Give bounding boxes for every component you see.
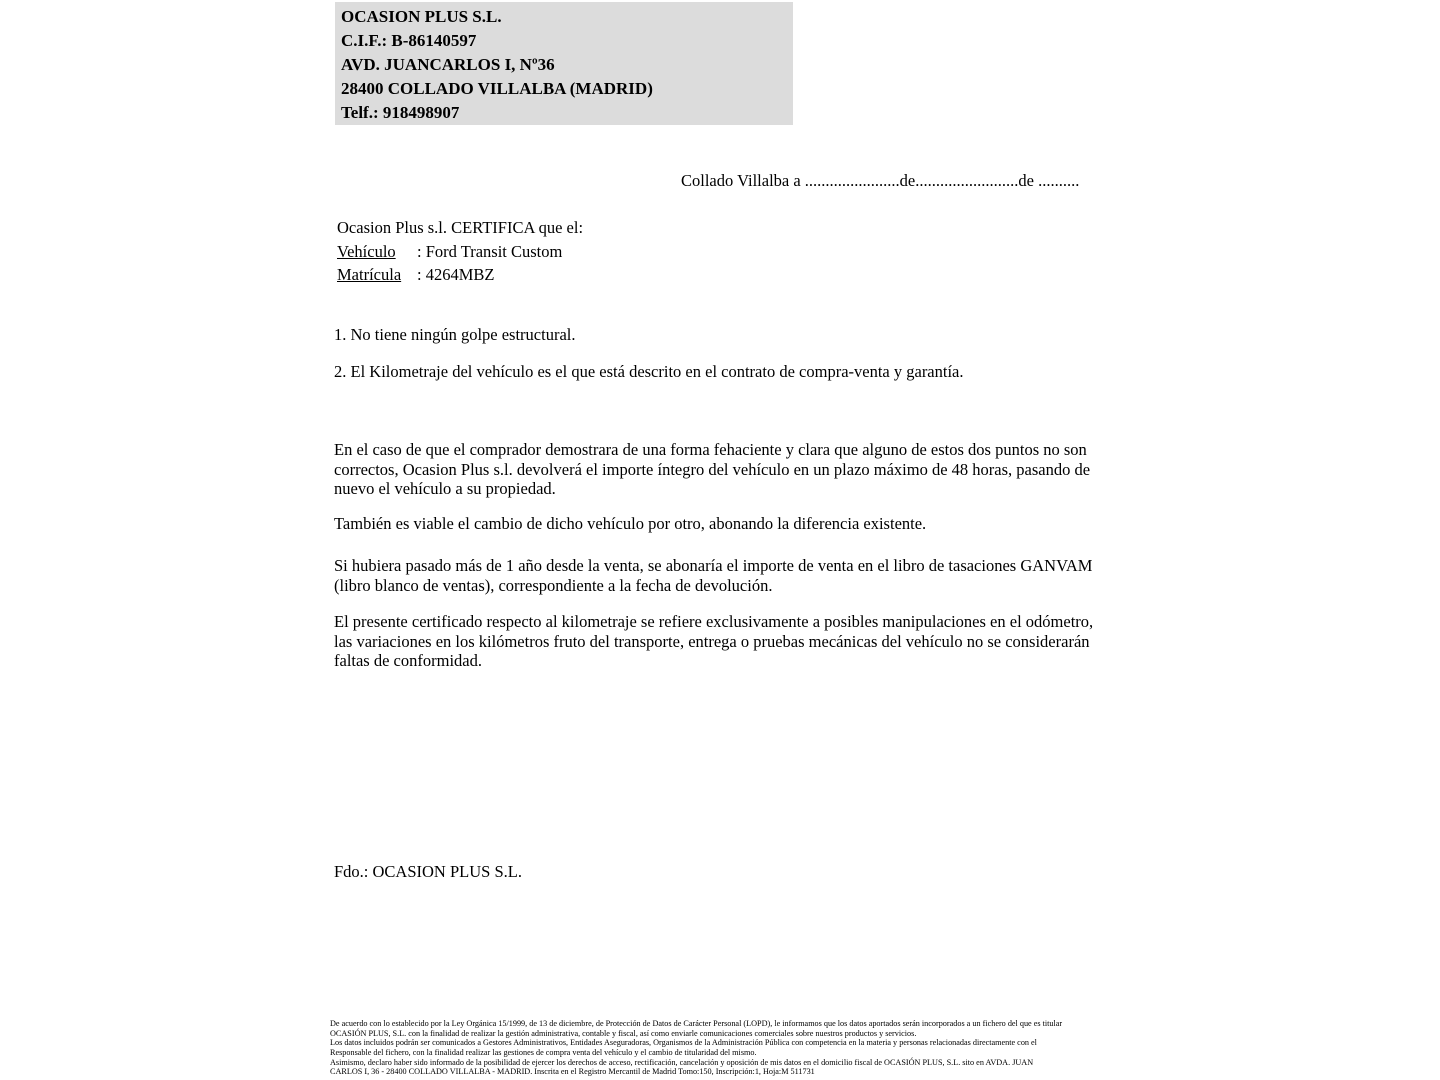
legal-footer-line: Responsable del fichero, con la finalidad realizar las gestiones de compra venta del vehículo y el cambio de titularidad del mismo. <box>330 1047 757 1057</box>
legal-footer-line: OCASIÓN PLUS, S.L. con la finalidad de realizar la gestión administrativa, contable y fiscal, así como enviarle comunicaciones comerciales sobre nuestros productos y servicios. <box>330 1028 917 1038</box>
vehicle-label: Vehículo <box>337 241 396 261</box>
plate-field <box>337 263 583 287</box>
company-city: 28400 COLLADO VILLALBA (MADRID) <box>341 79 653 98</box>
company-phone: Telf.: 918498907 <box>341 103 460 122</box>
company-header-box <box>335 2 793 125</box>
certify-intro: Ocasion Plus s.l. CERTIFICA que el: <box>337 218 584 237</box>
signature-line: Fdo.: OCASION PLUS S.L. <box>334 862 522 881</box>
legal-footer <box>330 1019 1062 1077</box>
legal-footer-line: De acuerdo con lo establecido por la Ley Orgánica 15/1999, de 13 de diciembre, de Protección de Datos de Carácter Personal (LOPD), le informamos que los datos aportados serán incorporados a un fichero del que es titular <box>330 1019 1063 1028</box>
vehicle-value: : Ford Transit Custom <box>417 241 563 261</box>
paragraph-odometer-disclaimer: El presente certificado respecto al kilometraje se refiere exclusivamente a posibles manipulaciones en el odómetro, las variaciones en los kilómetros fruto del transporte, entrega o pruebas mecánicas del vehículo no se considerarán faltas de conformidad. <box>334 612 1094 671</box>
paragraph-ganvam-valuation: Si hubiera pasado más de 1 año desde la venta, se abonaría el importe de venta en el libro de tasaciones GANVAM (libro blanco de ventas), correspondiente a la fecha de devolución. <box>334 556 1093 595</box>
date-line: Collado Villalba a .......................de.........................de .......... <box>681 171 1080 190</box>
legal-footer-line: Asimismo, declaro haber sido informado de la posibilidad de ejercer los derechos de acceso, rectificación, cancelación y oposición de mis datos en el domicilio fiscal de OCASIÓN PLUS, S.L. sito en AVDA. JUAN <box>330 1057 1034 1067</box>
paragraph-refund-policy: En el caso de que el comprador demostrara de una forma fehaciente y clara que alguno de estos dos puntos no son correctos, Ocasion Plus s.l. devolverá el importe íntegro del vehículo en un plazo máximo de 48 horas, pasando de nuevo el vehículo a su propiedad. <box>334 440 1091 499</box>
plate-label: Matrícula <box>337 265 402 284</box>
vehicle-field <box>337 240 583 264</box>
company-address: AVD. JUANCARLOS I, Nº36 <box>341 55 555 74</box>
paragraph-exchange-option: También es viable el cambio de dicho vehículo por otro, abonando la diferencia existente. <box>334 514 927 533</box>
legal-footer-line: CARLOS I, 36 - 28400 COLLADO VILLALBA - MADRID. Inscrita en el Registro Mercantil de Madrid Tomo:150, Inscripción:1, Hoja:M 511731 <box>330 1067 815 1077</box>
certified-point-1: 1. No tiene ningún golpe estructural. <box>334 325 576 344</box>
certification-block <box>337 216 583 287</box>
legal-footer-line: Los datos incluidos podrán ser comunicados a Gestores Administrativos, Entidades Aseguradoras, Organismos de la Administración Pública con competencia en la materia y personas relacionadas directamente con el <box>330 1038 1037 1048</box>
company-name: OCASION PLUS S.L. <box>341 7 502 26</box>
company-cif: C.I.F.: B-86140597 <box>341 31 477 50</box>
certified-point-2: 2. El Kilometraje del vehículo es el que está descrito en el contrato de compra-venta y garantía. <box>334 362 964 381</box>
plate-value: : 4264MBZ <box>417 265 495 284</box>
